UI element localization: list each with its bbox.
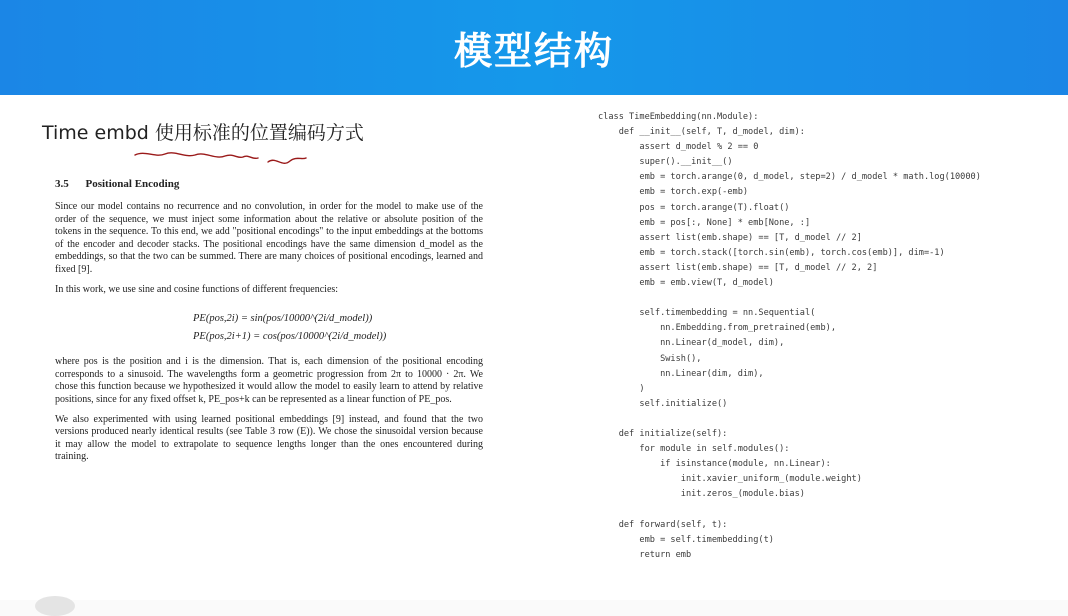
section-heading	[55, 178, 483, 190]
paragraph-2: In this work, we use sine and cosine functions of different frequencies:	[55, 283, 339, 295]
code-line: nn.Linear(d_model, dim),	[598, 338, 785, 349]
formula-cos: PE(pos,2i+1) = cos(pos/10000^(2i/d_model))	[193, 331, 387, 343]
code-line: init.xavier_uniform_(module.weight)	[598, 474, 862, 485]
code-line: init.zeros_(module.bias)	[598, 489, 805, 500]
code-line: emb = emb.view(T, d_model)	[598, 278, 774, 289]
code-line: Swish(),	[598, 353, 702, 364]
code-line	[598, 291, 981, 306]
code-line: assert list(emb.shape) == [T, d_model // 2, 2]	[598, 262, 878, 273]
code-line: nn.Linear(dim, dim),	[598, 368, 764, 379]
code-line: self.timembedding = nn.Sequential(	[598, 308, 816, 319]
handwritten-squiggle	[130, 148, 310, 170]
formula-block	[55, 310, 483, 346]
code-line	[598, 412, 981, 427]
section-number: 3.5	[55, 178, 69, 190]
code-line: self.initialize()	[598, 398, 728, 409]
code-line: if isinstance(module, nn.Linear):	[598, 459, 831, 470]
subtitle: Time embd 使用标准的位置编码方式	[42, 122, 364, 144]
code-line: def initialize(self):	[598, 428, 728, 439]
paragraph-1: Since our model contains no recurrence and no convolution, in order for the model to make use of the order of the sequence, we must inject some information about the relative or absolute position of the tokens in the sequence. To this end, we add "positional encodings" to the input embeddings at the bottoms of the encoder and decoder stacks. The positional encodings have the same dimension d_model as the embeddings, so that the two can be summed. There are many choices of positional encodings, learned and fixed [9].	[55, 201, 483, 275]
code-line: class TimeEmbedding(nn.Module):	[598, 112, 759, 122]
corner-shadow	[35, 596, 75, 616]
code-line: def forward(self, t):	[598, 519, 728, 530]
slide-title: 模型结构	[453, 29, 614, 73]
code-line: emb = self.timembedding(t)	[598, 534, 774, 545]
code-line: )	[598, 383, 645, 394]
code-line: assert list(emb.shape) == [T, d_model // 2]	[598, 232, 862, 243]
slide-header	[0, 0, 1068, 95]
section-title: Positional Encoding	[85, 178, 180, 190]
code-line: for module in self.modules():	[598, 444, 790, 455]
code-line: emb = torch.stack([torch.sin(emb), torch.cos(emb)], dim=-1)	[598, 247, 945, 258]
paragraph-4: We also experimented with using learned positional embeddings [9] instead, and found that the two versions produced nearly identical results (see Table 3 row (E)). We chose the sinusoidal version because it may allow the model to extrapolate to sequence lengths longer than the ones encountered during training.	[55, 413, 483, 463]
code-line: assert d_model % 2 == 0	[598, 142, 759, 153]
code-line: return emb	[598, 549, 692, 560]
code-line: nn.Embedding.from_pretrained(emb),	[598, 323, 836, 334]
paper-section	[55, 178, 483, 471]
code-line: emb = torch.arange(0, d_model, step=2) / d_model * math.log(10000)	[598, 172, 981, 183]
code-line: def __init__(self, T, d_model, dim):	[598, 127, 805, 138]
code-line	[598, 502, 981, 517]
code-line: super().__init__()	[598, 157, 733, 168]
code-listing	[598, 110, 981, 563]
paragraph-3: where pos is the position and i is the dimension. That is, each dimension of the positional encoding corresponds to a sinusoid. The wavelengths form a geometric progression from 2π to 10000 · 2π. We chose this function because we hypothesized it would allow the model to easily learn to attend by relative positions, since for any fixed offset k, PE_pos+k can be represented as a linear function of PE_pos.	[55, 356, 483, 405]
code-line: pos = torch.arange(T).float()	[598, 202, 790, 213]
formula-sin: PE(pos,2i) = sin(pos/10000^(2i/d_model))	[193, 313, 373, 325]
code-line: emb = torch.exp(-emb)	[598, 187, 749, 198]
code-line: emb = pos[:, None] * emb[None, :]	[598, 217, 811, 228]
